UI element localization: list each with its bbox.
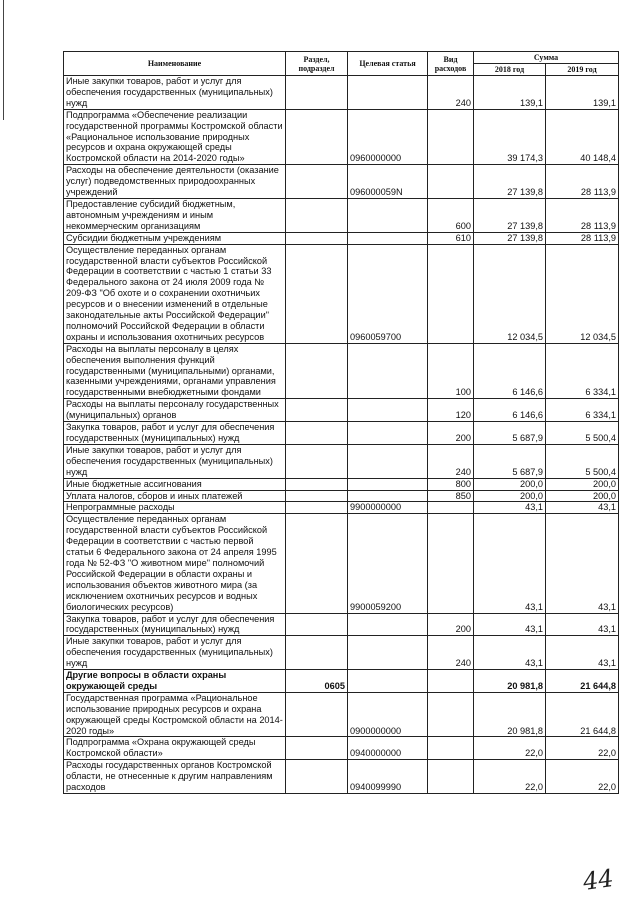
row-kind: 800 <box>428 478 474 490</box>
row-target: 0940000000 <box>348 737 428 760</box>
row-target <box>348 478 428 490</box>
row-name: Непрограммные расходы <box>64 502 286 514</box>
row-sum-2019: 43,1 <box>546 636 619 670</box>
row-target <box>348 613 428 636</box>
row-section <box>286 760 348 794</box>
row-target <box>348 76 428 110</box>
table-row <box>64 109 619 165</box>
row-name: Субсидии бюджетным учреждениям <box>64 232 286 244</box>
row-sum-2018: 27 139,8 <box>474 165 546 199</box>
row-sum-2019: 43,1 <box>546 502 619 514</box>
row-sum-2019: 12 034,5 <box>546 244 619 343</box>
row-target <box>348 490 428 502</box>
row-target <box>348 422 428 445</box>
row-name: Иные закупки товаров, работ и услуг для обеспечения государственных (муниципальных) нужд <box>64 636 286 670</box>
row-target: 0900000000 <box>348 692 428 737</box>
row-name: Подпрограмма «Обеспечение реализации государственной программы Костромской области «Рациональное использование природных ресурсов и охрана окружающей среды Костромской области на 2014-2020 годы» <box>64 109 286 165</box>
row-sum-2019: 200,0 <box>546 478 619 490</box>
row-section <box>286 343 348 399</box>
row-sum-2019: 21 644,8 <box>546 692 619 737</box>
table-row <box>64 232 619 244</box>
table-row <box>64 343 619 399</box>
table-row <box>64 198 619 232</box>
row-sum-2019: 6 334,1 <box>546 343 619 399</box>
row-section <box>286 232 348 244</box>
row-sum-2018: 27 139,8 <box>474 198 546 232</box>
row-name: Государственная программа «Рациональное использование природных ресурсов и охрана окружающей среды Костромской области на 2014-2020 годы» <box>64 692 286 737</box>
row-name: Предоставление субсидий бюджетным, автономным учреждениям и иным некоммерческим организациям <box>64 198 286 232</box>
row-sum-2018: 43,1 <box>474 613 546 636</box>
row-kind: 240 <box>428 76 474 110</box>
table-row <box>64 502 619 514</box>
row-sum-2019: 5 500,4 <box>546 422 619 445</box>
header-year-2018: 2018 год <box>474 64 546 76</box>
table-body <box>64 76 619 794</box>
table-row <box>64 399 619 422</box>
header-section: Раздел, подраздел <box>286 52 348 76</box>
row-name: Уплата налогов, сборов и иных платежей <box>64 490 286 502</box>
row-name: Подпрограмма «Охрана окружающей среды Костромской области» <box>64 737 286 760</box>
row-target: 9900000000 <box>348 502 428 514</box>
header-kind: Вид расходов <box>428 52 474 76</box>
table-row <box>64 444 619 478</box>
row-section <box>286 76 348 110</box>
table-row <box>64 670 619 693</box>
row-kind <box>428 760 474 794</box>
row-sum-2018: 6 146,6 <box>474 343 546 399</box>
row-section <box>286 109 348 165</box>
row-sum-2018: 43,1 <box>474 514 546 613</box>
row-name: Закупка товаров, работ и услуг для обеспечения государственных (муниципальных) нужд <box>64 613 286 636</box>
row-kind: 200 <box>428 613 474 636</box>
row-sum-2018: 22,0 <box>474 737 546 760</box>
row-kind: 610 <box>428 232 474 244</box>
row-section <box>286 737 348 760</box>
header-year-2019: 2019 год <box>546 64 619 76</box>
row-target <box>348 198 428 232</box>
table-row <box>64 165 619 199</box>
row-section <box>286 198 348 232</box>
row-sum-2019: 28 113,9 <box>546 198 619 232</box>
budget-table <box>63 51 619 794</box>
row-target <box>348 343 428 399</box>
row-sum-2018: 27 139,8 <box>474 232 546 244</box>
row-kind <box>428 109 474 165</box>
row-section <box>286 422 348 445</box>
row-name: Другие вопросы в области охраны окружающей среды <box>64 670 286 693</box>
row-kind <box>428 165 474 199</box>
table-row <box>64 737 619 760</box>
row-kind <box>428 692 474 737</box>
row-name: Закупка товаров, работ и услуг для обеспечения государственных (муниципальных) нужд <box>64 422 286 445</box>
table-header <box>64 52 619 76</box>
header-sum: Сумма <box>474 52 619 64</box>
row-target: 096000059N <box>348 165 428 199</box>
row-target <box>348 636 428 670</box>
page-number: 44 <box>581 864 616 896</box>
row-sum-2018: 20 981,8 <box>474 670 546 693</box>
row-section <box>286 636 348 670</box>
row-target <box>348 232 428 244</box>
row-sum-2019: 22,0 <box>546 737 619 760</box>
row-name: Расходы на выплаты персоналу в целях обеспечения выполнения функций государственными (муниципальными) органами, казенными учреждениями, органами управления государственными внебюджетными фондами <box>64 343 286 399</box>
row-target <box>348 670 428 693</box>
row-name: Иные закупки товаров, работ и услуг для обеспечения государственных (муниципальных) нужд <box>64 76 286 110</box>
row-section <box>286 165 348 199</box>
row-target: 9900059200 <box>348 514 428 613</box>
row-name: Осуществление переданных органам государственной власти субъектов Российской Федерации в соответствии с частью первой статьи 6 Федерального закона от 24 апреля 1995 года № 52-ФЗ "О животном мире" полномочий Российской Федерации в области охраны и использования объектов животного мира (за исключением охотничьих ресурсов и водных биологических ресурсов) <box>64 514 286 613</box>
row-sum-2018: 6 146,6 <box>474 399 546 422</box>
row-sum-2019: 6 334,1 <box>546 399 619 422</box>
row-sum-2019: 200,0 <box>546 490 619 502</box>
row-sum-2018: 22,0 <box>474 760 546 794</box>
row-sum-2019: 40 148,4 <box>546 109 619 165</box>
table-row <box>64 478 619 490</box>
row-section <box>286 490 348 502</box>
row-section <box>286 444 348 478</box>
row-kind: 200 <box>428 422 474 445</box>
row-sum-2018: 12 034,5 <box>474 244 546 343</box>
row-target <box>348 399 428 422</box>
table-row <box>64 636 619 670</box>
row-section <box>286 514 348 613</box>
row-kind: 850 <box>428 490 474 502</box>
row-sum-2018: 5 687,9 <box>474 422 546 445</box>
row-kind: 240 <box>428 444 474 478</box>
row-name: Иные бюджетные ассигнования <box>64 478 286 490</box>
row-section: 0605 <box>286 670 348 693</box>
header-target: Целевая статья <box>348 52 428 76</box>
table-row <box>64 514 619 613</box>
row-sum-2018: 43,1 <box>474 636 546 670</box>
row-kind: 120 <box>428 399 474 422</box>
row-kind: 240 <box>428 636 474 670</box>
row-kind <box>428 670 474 693</box>
table-row <box>64 422 619 445</box>
row-section <box>286 399 348 422</box>
row-sum-2018: 200,0 <box>474 478 546 490</box>
row-sum-2019: 22,0 <box>546 760 619 794</box>
row-name: Расходы на выплаты персоналу государственных (муниципальных) органов <box>64 399 286 422</box>
row-target: 0960059700 <box>348 244 428 343</box>
row-sum-2018: 139,1 <box>474 76 546 110</box>
row-kind <box>428 514 474 613</box>
row-sum-2019: 28 113,9 <box>546 232 619 244</box>
row-sum-2018: 5 687,9 <box>474 444 546 478</box>
row-sum-2019: 21 644,8 <box>546 670 619 693</box>
table-row <box>64 613 619 636</box>
row-kind <box>428 244 474 343</box>
row-sum-2018: 39 174,3 <box>474 109 546 165</box>
row-sum-2018: 43,1 <box>474 502 546 514</box>
table-row <box>64 692 619 737</box>
table-row <box>64 244 619 343</box>
row-kind <box>428 502 474 514</box>
row-target: 0960000000 <box>348 109 428 165</box>
row-kind: 600 <box>428 198 474 232</box>
row-sum-2018: 200,0 <box>474 490 546 502</box>
row-sum-2019: 139,1 <box>546 76 619 110</box>
scan-margin-line <box>3 0 4 120</box>
row-name: Расходы государственных органов Костромской области, не отнесенные к другим направлениям расходов <box>64 760 286 794</box>
row-sum-2019: 43,1 <box>546 613 619 636</box>
row-sum-2019: 28 113,9 <box>546 165 619 199</box>
table-row <box>64 760 619 794</box>
row-sum-2019: 5 500,4 <box>546 444 619 478</box>
table-row <box>64 490 619 502</box>
row-name: Иные закупки товаров, работ и услуг для обеспечения государственных (муниципальных) нужд <box>64 444 286 478</box>
row-target <box>348 444 428 478</box>
row-name: Расходы на обеспечение деятельности (оказание услуг) подведомственных природоохранных учреждений <box>64 165 286 199</box>
row-target: 0940099990 <box>348 760 428 794</box>
row-name: Осуществление переданных органам государственной власти субъектов Российской Федерации в соответствии с частью 1 статьи 33 Федерального закона от 24 июля 2009 года № 209-ФЗ "Об охоте и о сохранении охотничьих ресурсов и о внесении изменений в отдельные законодательные акты Российской Федерации" полномочий Российской Федерации в области охраны и использования охотничьих ресурсов <box>64 244 286 343</box>
row-sum-2018: 20 981,8 <box>474 692 546 737</box>
row-section <box>286 502 348 514</box>
table-row <box>64 76 619 110</box>
row-section <box>286 244 348 343</box>
row-section <box>286 692 348 737</box>
row-kind: 100 <box>428 343 474 399</box>
header-name: Наименование <box>64 52 286 76</box>
row-sum-2019: 43,1 <box>546 514 619 613</box>
row-kind <box>428 737 474 760</box>
row-section <box>286 613 348 636</box>
row-section <box>286 478 348 490</box>
